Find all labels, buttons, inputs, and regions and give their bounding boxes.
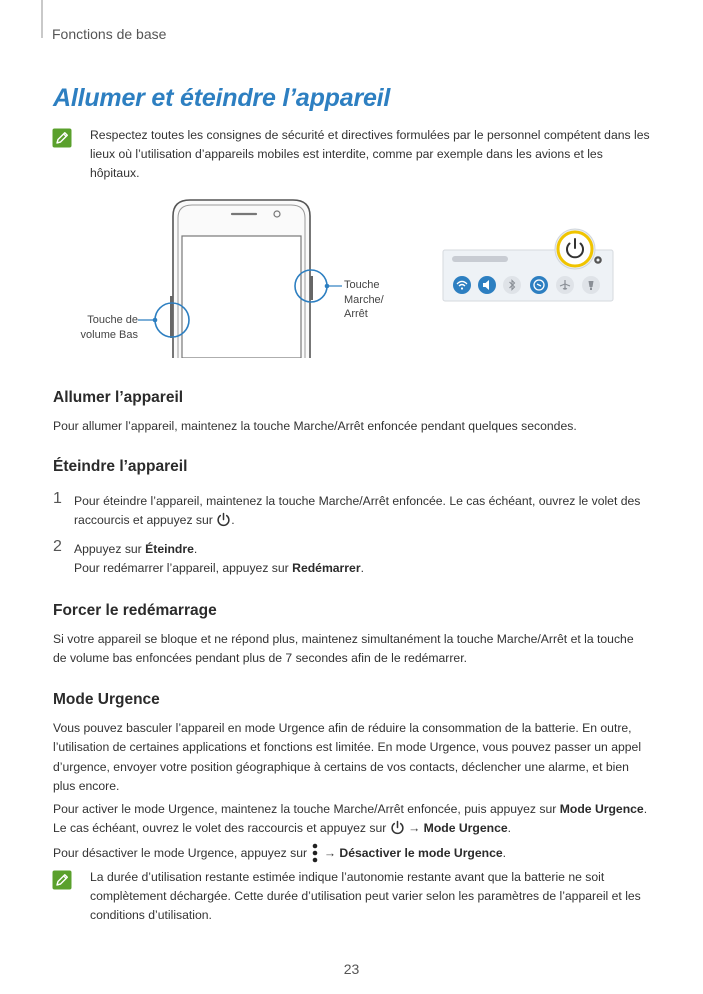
more-options-icon <box>310 843 320 863</box>
emergency-heading: Mode Urgence <box>53 691 160 708</box>
page-number: 23 <box>343 961 360 977</box>
phone-illustration <box>170 200 313 358</box>
power-on-heading: Allumer l’appareil <box>53 389 184 406</box>
volume-key-label: Touche de volume Bas <box>80 314 138 341</box>
note-icon <box>52 128 72 148</box>
power-icon <box>390 820 405 835</box>
power-key-label: Touche Marche/ Arrêt <box>344 279 384 320</box>
power-on-text: Pour allumer l’appareil, maintenez la touche Marche/Arrêt enfoncée pendant quelques secondes. <box>53 419 577 433</box>
note-text: La durée d’utilisation restante estimée indique l’autonomie restante avant que la batterie ne soit complètement déchargée. Cette durée d’utilisation peut varier selon les paramètres de l’appareil et les conditions d’utilisation. <box>90 870 641 922</box>
power-icon <box>216 512 231 527</box>
step-2-text: Appuyez sur Éteindre. Pour redémarrer l’appareil, appuyez sur Redémarrer. <box>74 542 364 576</box>
note-icon <box>52 870 72 890</box>
step-1-text: Pour éteindre l’appareil, maintenez la touche Marche/Arrêt enfoncée. Le cas échéant, ouvrez le volet des raccourcis et appuyez sur . <box>74 494 641 528</box>
device-figure <box>60 196 630 358</box>
step-1-number: 1 <box>53 490 62 507</box>
note-text: Respectez toutes les consignes de sécurité et directives formulées par le personnel compétent dans les lieux où l’utilisation d’appareils mobiles est interdite, comme par exemple dans les avions et les hôpitaux. <box>90 128 650 180</box>
emergency-activate: Pour activer le mode Urgence, maintenez la touche Marche/Arrêt enfoncée, puis appuyez sur Mode Urgence. Le cas échéant, ouvrez le volet des raccourcis et appuyez sur → Mode Urgence. <box>53 802 648 836</box>
page-title: Allumer et éteindre l’appareil <box>53 84 391 112</box>
section-header: Fonctions de base <box>52 26 167 42</box>
quick-panel-illustration <box>443 229 613 301</box>
header-rule <box>41 0 43 38</box>
step-2-number: 2 <box>53 538 62 555</box>
emergency-intro: Vous pouvez basculer l’appareil en mode Urgence afin de réduire la consommation de la batterie. En outre, l’utilisation de certaines applications et fonctions est limitée. En mode Urgence, vous pouvez passer un appel d’urgence, envoyer votre position géographique à certains de vos contacts, déclencher une alarme, et bien plus encore. <box>53 721 642 794</box>
force-restart-text: Si votre appareil se bloque et ne répond plus, maintenez simultanément la touche Marche/Arrêt et la touche de volume bas enfoncées pendant plus de 7 secondes afin de le redémarrer. <box>53 632 634 666</box>
force-restart-heading: Forcer le redémarrage <box>53 602 217 619</box>
emergency-deactivate: Pour désactiver le mode Urgence, appuyez sur → Désactiver le mode Urgence. <box>53 843 648 863</box>
power-off-heading: Éteindre l’appareil <box>53 458 188 475</box>
